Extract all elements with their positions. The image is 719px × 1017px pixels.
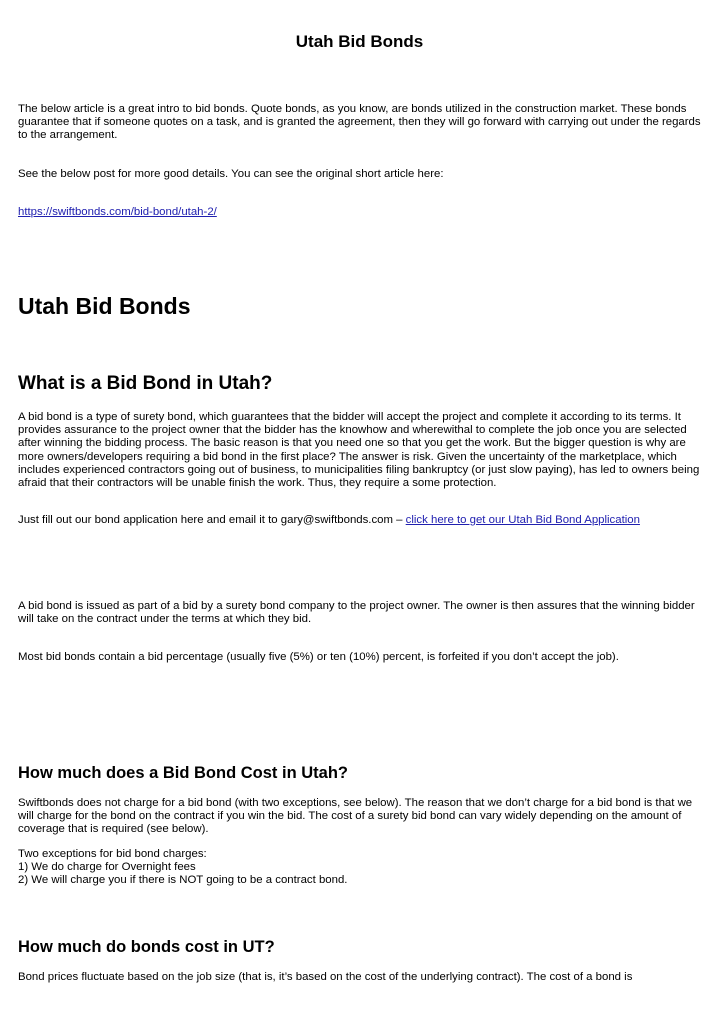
intro-paragraph: The below article is a great intro to bid bonds. Quote bonds, as you know, are bonds utilized in the construction market. These bonds guarantee that if someone quotes on a task, and is granted the agreement, then they will go forward with carrying out under the regards to the arrangement. — [18, 103, 701, 142]
bond-application-paragraph — [18, 514, 708, 527]
source-link-paragraph — [18, 206, 708, 219]
article-heading: Utah Bid Bonds — [18, 293, 191, 319]
source-article-link[interactable]: https://swiftbonds.com/bid-bond/utah-2/ — [18, 206, 217, 218]
document-title: Utah Bid Bonds — [295, 32, 424, 51]
section-cost-body: Swiftbonds does not charge for a bid bond (with two exceptions, see below). The reason that we don’t charge for a bid bond is that we will charge for the bond on the contract if you win the bid. The cost of a surety bid bond can vary widely depending on the amount of coverage that is required (see below). — [18, 797, 693, 836]
exceptions-title: Two exceptions for bid bond charges: — [18, 848, 207, 860]
bid-bond-issued-paragraph: A bid bond is issued as part of a bid by a surety bond company to the project owner. The owner is then assures that the winning bidder will take on the contract under the terms at which they bid. — [18, 600, 695, 626]
section-what-is-body: A bid bond is a type of surety bond, which guarantees that the bidder will accept the project and complete it according to its terms. It provides assurance to the project owner that the bidder has the knowhow and wherewithal to complete the job once you are selected after winning the bidding process. The basic reason is that you need one so that you get the work. But the bigger question is why are more owners/developers requiring a bid bond in the first place? The answer is risk. Given the uncertainty of the marketplace, which includes experienced contractors going out of business, to municipalities filing bankruptcy (or just slow paying), has led to owners being afraid that their contractors will be unable finish the work. Thus, they require a some protection. — [18, 411, 700, 490]
section-cost-heading: How much does a Bid Bond Cost in Utah? — [18, 764, 348, 782]
section-what-is-heading: What is a Bid Bond in Utah? — [18, 373, 273, 394]
bid-percentage-paragraph: Most bid bonds contain a bid percentage (usually five (5%) or ten (10%) percent, is forfeited if you don’t accept the job). — [18, 651, 619, 663]
bond-application-text: Just fill out our bond application here and email it to gary@swiftbonds.com – — [18, 514, 406, 526]
exception-item-overnight: 1) We do charge for Overnight fees — [18, 861, 196, 873]
section-ut-cost-body: Bond prices fluctuate based on the job size (that is, it’s based on the cost of the underlying contract). The cost of a bond is — [18, 971, 633, 983]
exception-item-no-contract: 2) We will charge you if there is NOT going to be a contract bond. — [18, 874, 348, 886]
bond-application-link[interactable]: click here to get our Utah Bid Bond Application — [405, 514, 640, 526]
section-ut-cost-heading: How much do bonds cost in UT? — [18, 938, 275, 956]
see-below-paragraph: See the below post for more good details. You can see the original short article here: — [18, 168, 444, 180]
